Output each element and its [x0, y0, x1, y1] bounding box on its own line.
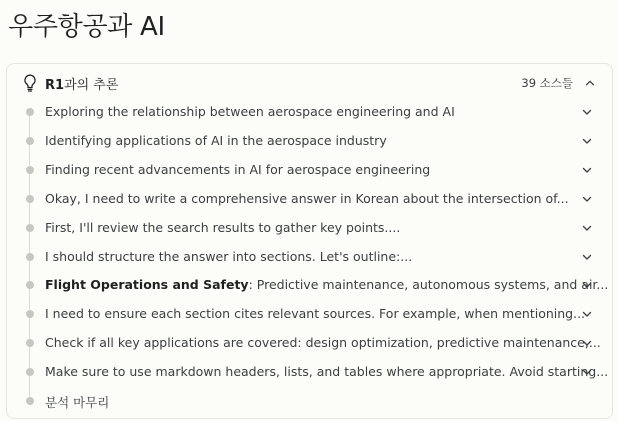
reasoning-step[interactable] [7, 243, 612, 271]
reasoning-step-label: I need to ensure each section cites relevant sources. For example, when mentioning... [45, 306, 586, 322]
timeline-dot [26, 137, 34, 145]
timeline-dot [26, 397, 34, 405]
chevron-up-icon[interactable] [584, 77, 596, 89]
reasoning-step[interactable] [7, 127, 612, 155]
reasoning-step[interactable] [7, 156, 612, 184]
reasoning-step-text [45, 249, 565, 264]
reasoning-step-text [45, 133, 565, 148]
reasoning-step[interactable] [7, 214, 612, 242]
chevron-down-icon[interactable] [581, 165, 593, 175]
reasoning-step-label: Identifying applications of AI in the aerospace industry [45, 132, 387, 148]
reasoning-step[interactable] [7, 358, 612, 386]
reasoning-step-label: 분석 마무리 [45, 395, 110, 410]
reasoning-step-text [45, 306, 586, 322]
reasoning-step [7, 387, 612, 415]
chevron-down-icon[interactable] [581, 223, 593, 233]
timeline-dot [26, 368, 34, 376]
reasoning-step-text [45, 104, 565, 119]
reasoning-title-suffix: 과의 추론 [64, 78, 119, 93]
chevron-down-icon[interactable] [581, 338, 593, 348]
reasoning-title [45, 74, 118, 93]
chevron-down-icon[interactable] [581, 309, 593, 319]
lightbulb-icon [23, 74, 37, 92]
timeline-dot [26, 310, 34, 318]
chevron-down-icon[interactable] [581, 194, 593, 204]
reasoning-step-text [45, 393, 565, 411]
reasoning-step-text [45, 335, 601, 351]
reasoning-step-text [45, 190, 569, 206]
reasoning-panel [6, 63, 613, 419]
reasoning-step[interactable] [7, 300, 612, 328]
timeline-dot [26, 339, 34, 347]
chevron-down-icon[interactable] [581, 367, 593, 377]
timeline-dot [26, 166, 34, 174]
reasoning-step-text [45, 277, 609, 293]
reasoning-step[interactable] [7, 98, 612, 126]
reasoning-step-bold: Flight Operations and Safety [45, 277, 249, 293]
reasoning-step-text [45, 364, 609, 380]
reasoning-step-text [45, 220, 565, 235]
page-title: 우주항공과 AI [8, 12, 165, 42]
reasoning-step-label: I should structure the answer into sections. Let's outline:... [45, 248, 413, 264]
reasoning-step[interactable] [7, 329, 612, 357]
sources-count[interactable]: 39 소스들 [521, 76, 573, 90]
timeline-dot [26, 195, 34, 203]
chevron-down-icon[interactable] [581, 280, 593, 290]
timeline-dot [26, 224, 34, 232]
reasoning-panel-header[interactable] [7, 64, 612, 102]
reasoning-step-label: Make sure to use markdown headers, lists, and tables where appropriate. Avoid starting... [45, 364, 609, 380]
chevron-down-icon[interactable] [581, 252, 593, 262]
chevron-down-icon[interactable] [581, 107, 593, 117]
reasoning-step-label: Okay, I need to write a comprehensive answer in Korean about the intersection of... [45, 190, 569, 206]
reasoning-step-text [45, 162, 565, 177]
reasoning-step-label: Check if all key applications are covered: design optimization, predictive maintenance,... [45, 335, 601, 351]
model-label: R1 [45, 78, 65, 93]
reasoning-step-label: Finding recent advancements in AI for aerospace engineering [45, 161, 431, 177]
timeline-dot [26, 253, 34, 261]
reasoning-step[interactable] [7, 271, 612, 299]
reasoning-step-label: : Predictive maintenance, autonomous systems, and air... [248, 277, 609, 293]
reasoning-step-label: Exploring the relationship between aerospace engineering and AI [45, 104, 455, 119]
timeline-dot [26, 108, 34, 116]
chevron-down-icon[interactable] [581, 136, 593, 146]
reasoning-step[interactable] [7, 185, 612, 213]
reasoning-step-label: First, I'll review the search results to gather key points.... [45, 219, 401, 235]
timeline-dot [26, 281, 34, 289]
